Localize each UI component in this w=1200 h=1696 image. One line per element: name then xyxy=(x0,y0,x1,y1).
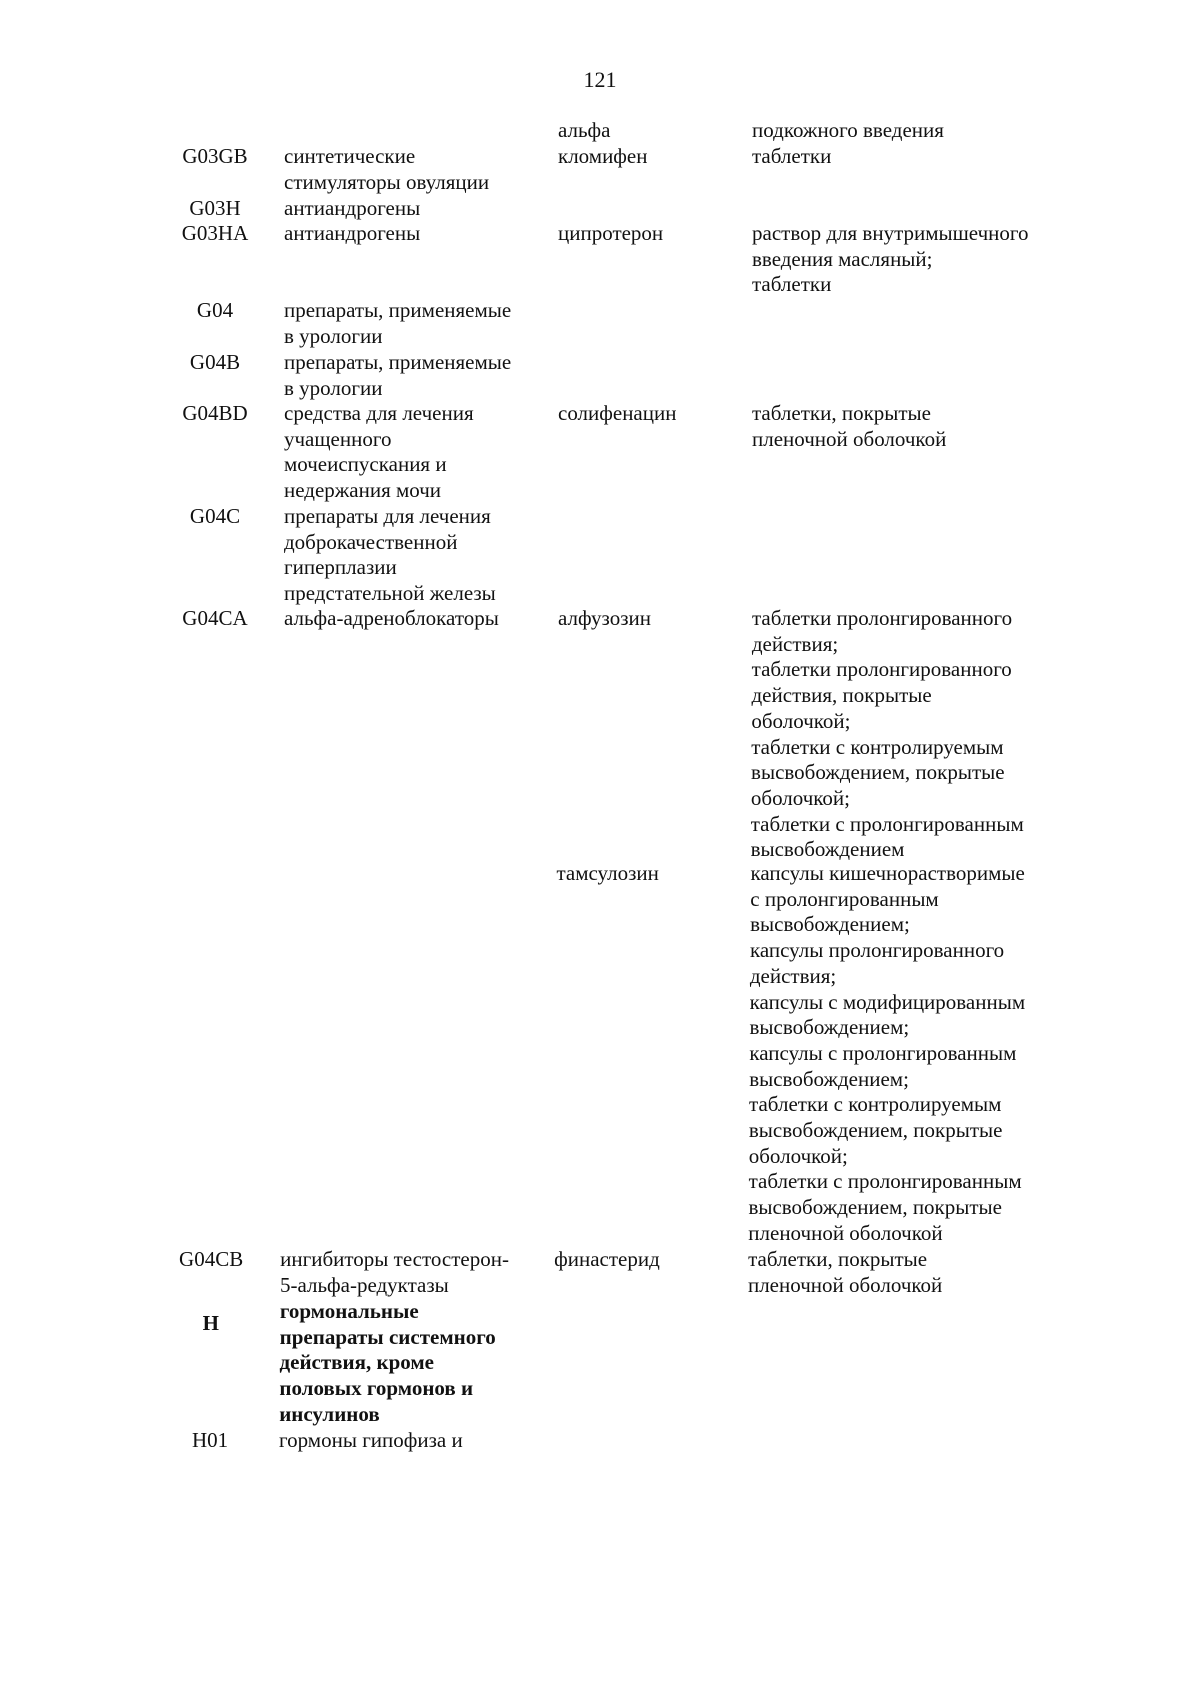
dosage-form: пленочной оболочкой xyxy=(748,1220,943,1245)
atc-group-name: учащенного xyxy=(284,426,392,451)
atc-group-name: доброкачественной xyxy=(284,529,458,554)
atc-group-name: препараты, применяемые xyxy=(284,298,512,322)
dosage-form: таблетки с контролируемым xyxy=(751,734,1004,759)
dosage-form: подкожного введения xyxy=(752,118,944,142)
dosage-form: пленочной оболочкой xyxy=(747,1272,943,1297)
atc-code: G03H xyxy=(189,196,241,220)
atc-group-name: недержания мочи xyxy=(284,478,442,503)
atc-group-name: антиандрогены xyxy=(284,196,421,220)
dosage-form: таблетки с пролонгированным xyxy=(750,811,1024,836)
atc-group-name: препараты системного xyxy=(279,1324,496,1349)
atc-group-name: в урологии xyxy=(284,323,383,348)
atc-group-name: инсулинов xyxy=(279,1401,380,1426)
dosage-form: таблетки пролонгированного xyxy=(751,606,1013,630)
dosage-form: с пролонгированным xyxy=(750,886,939,911)
atc-code: G04C xyxy=(189,504,241,528)
atc-code: G04B xyxy=(189,350,241,374)
drug-name: кломифен xyxy=(558,144,648,168)
atc-group-name: в урологии xyxy=(284,375,383,400)
atc-group-name: препараты, применяемые xyxy=(284,350,512,374)
dosage-form: высвобождением, покрытые xyxy=(751,760,1005,785)
atc-code: G04CB xyxy=(179,1247,244,1271)
dosage-form: действия; xyxy=(749,963,837,988)
drug-name: финастерид xyxy=(554,1247,660,1271)
page-number: 121 xyxy=(583,67,617,92)
dosage-form: оболочкой; xyxy=(748,1143,848,1168)
dosage-form: пленочной оболочкой xyxy=(752,426,947,451)
dosage-form: капсулы кишечнорастворимые xyxy=(750,861,1025,885)
dosage-form: таблетки пролонгированного xyxy=(751,657,1012,682)
dosage-form: высвобождением xyxy=(750,837,905,862)
drug-name: тамсулозин xyxy=(556,861,659,885)
drug-name: альфа xyxy=(558,118,611,142)
atc-code: G04CA xyxy=(182,606,248,630)
atc-group-name: гиперплазии xyxy=(284,555,397,580)
dosage-form: таблетки, покрытые xyxy=(748,1247,928,1271)
dosage-form: таблетки xyxy=(752,144,832,168)
atc-group-name: альфа-адреноблокаторы xyxy=(283,606,499,630)
atc-group-name: гормоны гипофиза и xyxy=(279,1428,463,1452)
dosage-form: таблетки, покрытые xyxy=(752,401,931,425)
atc-code: G03HA xyxy=(181,221,249,245)
atc-group-name: 5-альфа-редуктазы xyxy=(279,1272,449,1297)
dosage-form: капсулы пролонгированного xyxy=(749,938,1005,963)
atc-group-name: синтетические xyxy=(284,144,416,168)
dosage-form: капсулы с пролонгированным xyxy=(749,1040,1017,1065)
dosage-form: высвобождением, покрытые xyxy=(748,1118,1003,1142)
drug-name: ципротерон xyxy=(558,221,664,245)
atc-group-name: предстательной железы xyxy=(284,581,496,606)
dosage-form: высвобождением; xyxy=(749,1015,910,1040)
atc-group-name: антиандрогены xyxy=(284,221,421,245)
drug-name: солифенацин xyxy=(558,401,677,425)
atc-group-name: мочеиспускания и xyxy=(284,452,447,477)
atc-group-name: стимуляторы овуляции xyxy=(284,169,490,194)
atc-group-name: препараты для лечения xyxy=(284,504,491,528)
atc-group-name: половых гормонов и xyxy=(279,1376,474,1401)
atc-code: G04 xyxy=(196,298,234,322)
atc-code: G03GB xyxy=(182,144,248,168)
dosage-form: таблетки с контролируемым xyxy=(749,1092,1002,1117)
dosage-form: высвобождением, покрытые xyxy=(748,1195,1002,1220)
atc-group-name: действия, кроме xyxy=(279,1350,434,1375)
dosage-form: раствор для внутримышечного xyxy=(752,221,1029,245)
atc-code: H xyxy=(202,1311,219,1335)
atc-group-name: ингибиторы тестостерон- xyxy=(280,1247,509,1271)
dosage-form: оболочкой; xyxy=(750,785,851,810)
dosage-form: действия, покрытые xyxy=(751,683,932,708)
atc-code: G04BD xyxy=(182,401,248,425)
dosage-form: таблетки с пролонгированным xyxy=(748,1169,1022,1194)
dosage-form: таблетки xyxy=(752,272,832,297)
atc-group-name: гормональные xyxy=(279,1299,419,1323)
dosage-form: действия; xyxy=(751,631,839,656)
dosage-form: введения масляный; xyxy=(752,246,933,271)
dosage-form: капсулы с модифицированным xyxy=(749,989,1026,1014)
atc-code: H01 xyxy=(191,1428,229,1452)
dosage-form: оболочкой; xyxy=(751,708,851,733)
dosage-form: высвобождением; xyxy=(750,912,910,937)
drug-name: алфузозин xyxy=(557,606,651,630)
dosage-form: высвобождением; xyxy=(749,1066,909,1091)
atc-group-name: средства для лечения xyxy=(284,401,474,425)
